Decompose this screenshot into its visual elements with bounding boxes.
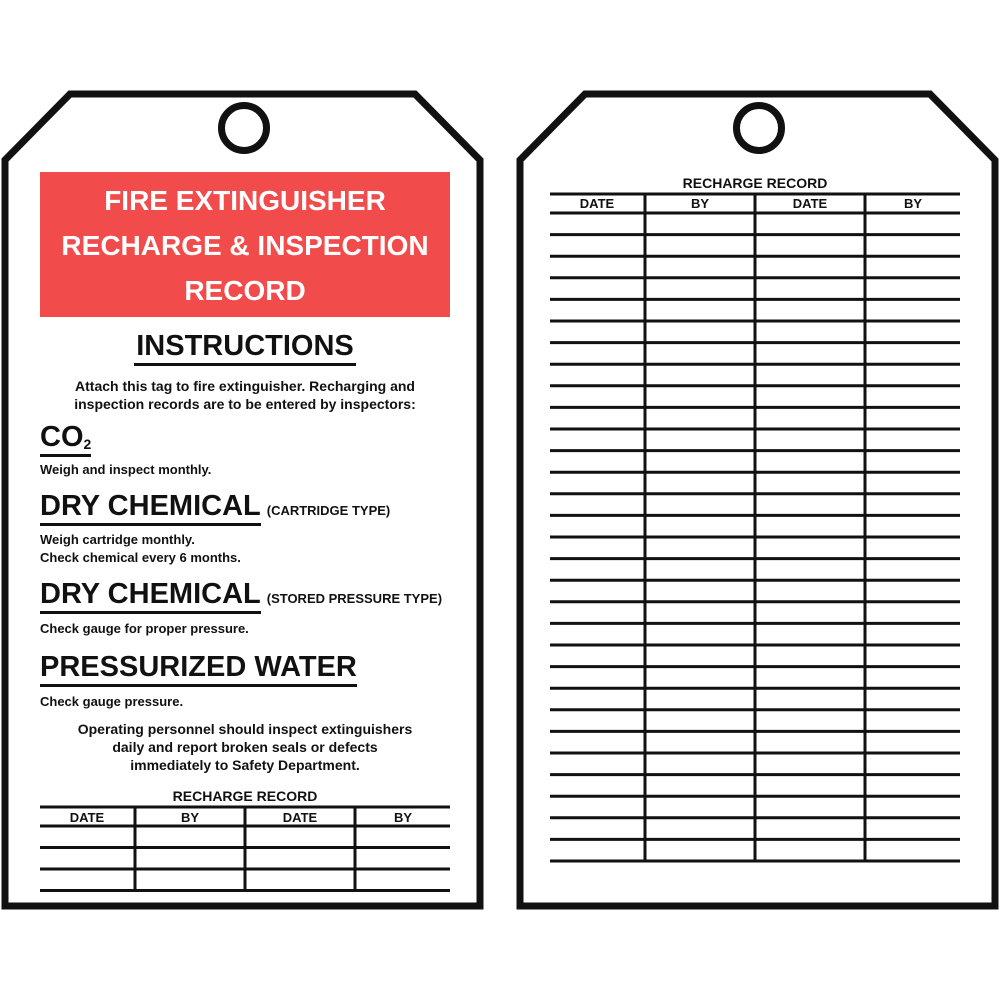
front-col-date-2: DATE — [282, 810, 318, 825]
operating-notice: Operating personnel should inspect extinguishers daily and report broken seals or defects immediately to Safety Department. — [77, 721, 413, 773]
back-tag-outline — [520, 94, 995, 906]
back-col-date-1: DATE — [579, 196, 615, 211]
front-col-by-1: BY — [180, 810, 200, 825]
dry-chemical-stored-text: Check gauge for proper pressure. — [40, 621, 249, 636]
banner-line-3: RECORD — [184, 275, 306, 306]
instructions-heading: INSTRUCTIONS — [0, 330, 490, 363]
dry-chemical-stored-heading: DRY CHEMICAL (STORED PRESSURE TYPE) — [40, 578, 442, 610]
co2-text: Weigh and inspect monthly. — [40, 462, 212, 477]
back-col-by-1: BY — [690, 196, 710, 211]
back-grommet-hole — [733, 102, 785, 154]
front-record-title: RECHARGE RECORD — [172, 788, 318, 804]
front-col-date-1: DATE — [69, 810, 105, 825]
title-banner — [40, 172, 450, 317]
back-col-by-2: BY — [903, 196, 923, 211]
banner-line-2: RECHARGE & INSPECTION — [61, 230, 429, 261]
back-record-title: RECHARGE RECORD — [682, 175, 828, 191]
dry-chemical-cartridge-text: Weigh cartridge monthly. Check chemical every 6 months. — [40, 532, 241, 565]
co2-heading: CO2 — [40, 421, 91, 460]
front-grommet-hole — [218, 102, 270, 154]
dry-chemical-cartridge-heading: DRY CHEMICAL (CARTRIDGE TYPE) — [40, 490, 390, 522]
back-col-date-2: DATE — [792, 196, 828, 211]
pressurized-water-text: Check gauge pressure. — [40, 694, 184, 709]
pressurized-water-heading: PRESSURIZED WATER — [40, 651, 357, 683]
front-col-by-2: BY — [393, 810, 413, 825]
intro-text: Attach this tag to fire extinguisher. Recharging and inspection records are to be entered by inspectors: — [74, 378, 416, 412]
banner-line-1: FIRE EXTINGUISHER — [104, 185, 386, 216]
